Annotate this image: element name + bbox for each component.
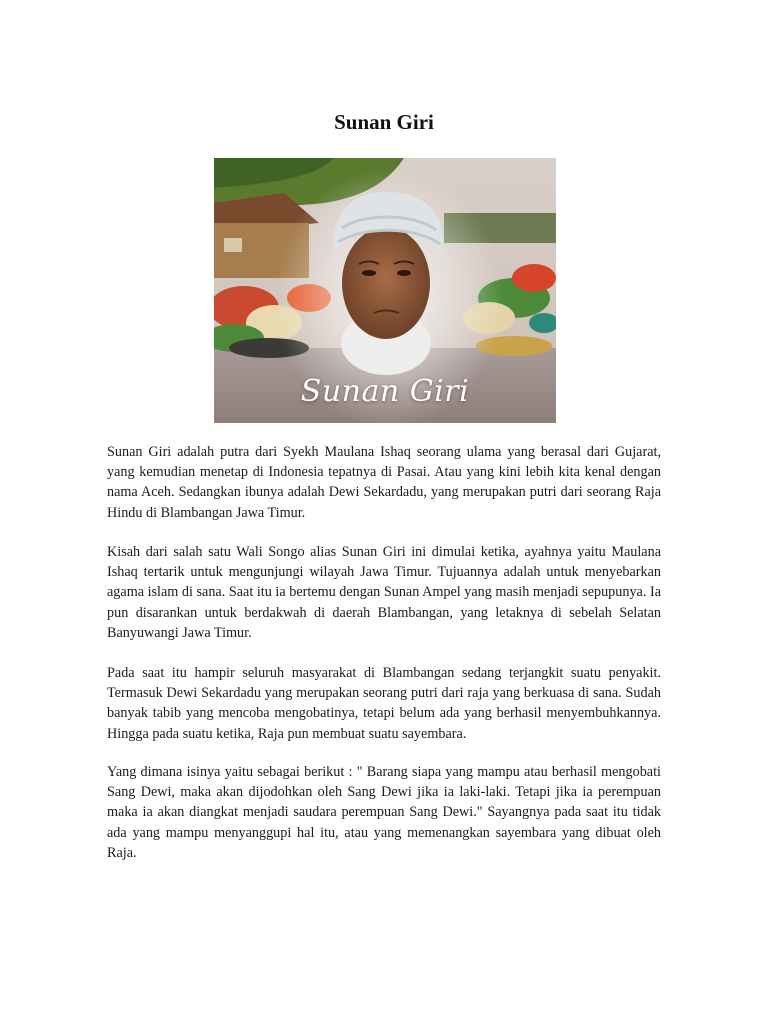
paragraph-1: Sunan Giri adalah putra dari Syekh Maulana Ishaq seorang ulama yang berasal dari Gujarat, yang kemudian menetap di Indonesia tepatnya di Pasai. Atau yang kini lebih kita kenal dengan nama Aceh. Sedangkan ibunya adalah Dewi Sekardadu, yang merupakan putri dari seorang Raja Hindu di Blambangan Jawa Timur. xyxy=(107,444,661,521)
paragraph-3: Pada saat itu hampir seluruh masyarakat di Blambangan sedang terjangkit suatu penyakit. Termasuk Dewi Sekardadu yang merupakan seorang putri dari raja yang berkuasa di sana. Sudah banyak tabib yang mencoba mengobatinya, tetapi belum ada yang berhasil menyembuhkannya. Hingga pada suatu ketika, Raja pun membuat suatu sayembara. xyxy=(107,665,661,742)
portrait-image xyxy=(214,158,556,423)
page-title: Sunan Giri xyxy=(334,110,434,134)
paragraph-2: Kisah dari salah satu Wali Songo alias Sunan Giri ini dimulai ketika, ayahnya yaitu Maulana Ishaq tertarik untuk mengunjungi wilayah Jawa Timur. Tujuannya adalah untuk menyebarkan agama islam di sana. Saat itu ia bertemu dengan Sunan Ampel yang masih menjadi sepupunya. Ia pun disarankan untuk berdakwah di daerah Blambangan, yang letaknya di sebelah Selatan Banyuwangi Jawa Timur. xyxy=(107,544,661,641)
image-caption-overlay: Sunan Giri xyxy=(300,374,470,409)
paragraph-4: Yang dimana isinya yaitu sebagai berikut : " Barang siapa yang mampu atau berhasil mengobati Sang Dewi, maka akan dijodohkan oleh Sang Dewi jika ia laki-laki. Tetapi jika ia perempuan maka ia akan diangkat menjadi saudara perempuan Sang Dewi." Sayangnya pada saat itu tidak ada yang mampu menyanggupi hal itu, atau yang memenangkan sayembara yang dibuat oleh Raja. xyxy=(107,764,661,861)
